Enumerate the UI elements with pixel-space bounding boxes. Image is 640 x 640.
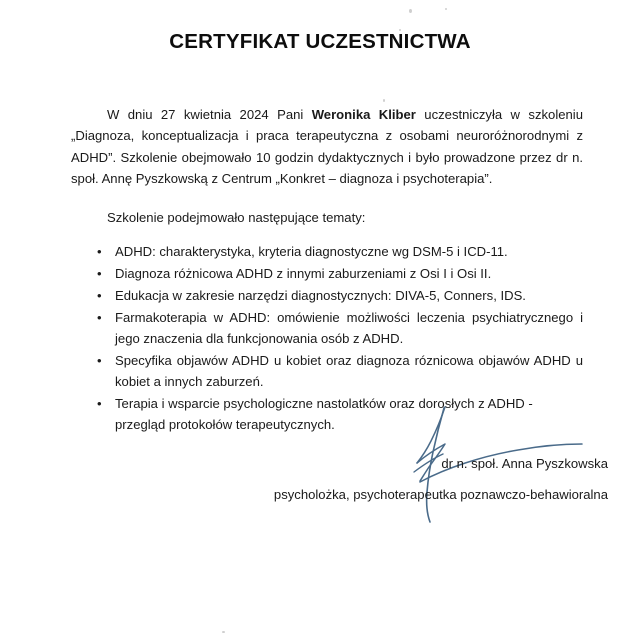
bullet-icon: • bbox=[97, 288, 102, 304]
signature-role: psycholożka, psychoterapeutka poznawczo-behawioralna bbox=[273, 487, 608, 502]
bullet-icon: • bbox=[97, 266, 102, 282]
intro-paragraph bbox=[71, 104, 583, 189]
participant-name: Weronika Kliber bbox=[311, 107, 416, 122]
list-item bbox=[71, 307, 583, 350]
list-item-label: Farmakoterapia w ADHD: omówienie możliwości leczenia psychiatrycznego i jego znaczenia dla funkcjonowania osób z ADHD. bbox=[115, 309, 583, 347]
scan-speck bbox=[445, 8, 447, 10]
intro-text-before-name: W dniu 27 kwietnia 2024 Pani bbox=[107, 107, 312, 122]
list-item bbox=[71, 241, 583, 262]
scan-speck bbox=[409, 9, 412, 13]
topics-lead-in: Szkolenie podejmowało następujące tematy: bbox=[107, 210, 366, 226]
intro-text-after-name: uczestniczyła w szkoleniu „Diagnoza, konceptualizacja i praca terapeutyczna z osobami neuroróżnorodnymi z ADHD”. Szkolenie obejmowało 10 godzin dydaktycznych i było prowadzone przez dr n. społ. Annę Pyszkowską z Centrum „Konkret – diagnoza i psychoterapia”. bbox=[71, 107, 583, 186]
list-item-label: Specyfika objawów ADHD u kobiet oraz diagnoza róznicowa objawów ADHD u kobiet a innych zaburzeń. bbox=[115, 352, 583, 390]
page-title: CERTYFIKAT UCZESTNICTWA bbox=[169, 30, 471, 53]
list-item bbox=[71, 350, 583, 393]
certificate-body bbox=[71, 104, 583, 436]
list-item bbox=[71, 263, 583, 284]
list-item-label: Terapia i wsparcie psychologiczne nastolatków oraz dorosłych z ADHD - przegląd protokołów terapeutycznych. bbox=[115, 396, 533, 433]
list-item bbox=[71, 285, 583, 306]
scan-speck bbox=[383, 99, 385, 102]
list-item-label: ADHD: charakterystyka, kryteria diagnostyczne wg DSM-5 i ICD-11. bbox=[115, 244, 508, 260]
signature-name: dr n. społ. Anna Pyszkowska bbox=[441, 456, 608, 471]
bullet-icon: • bbox=[97, 396, 102, 412]
scan-speck bbox=[222, 631, 225, 633]
bullet-icon: • bbox=[97, 352, 102, 368]
bullet-icon: • bbox=[97, 244, 102, 260]
list-item-label: Diagnoza różnicowa ADHD z innymi zaburzeniami z Osi I i Osi II. bbox=[115, 266, 492, 282]
list-item-label: Edukacja w zakresie narzędzi diagnostycznych: DIVA-5, Conners, IDS. bbox=[115, 288, 526, 304]
bullet-icon: • bbox=[97, 309, 102, 325]
signature-block bbox=[0, 400, 640, 530]
